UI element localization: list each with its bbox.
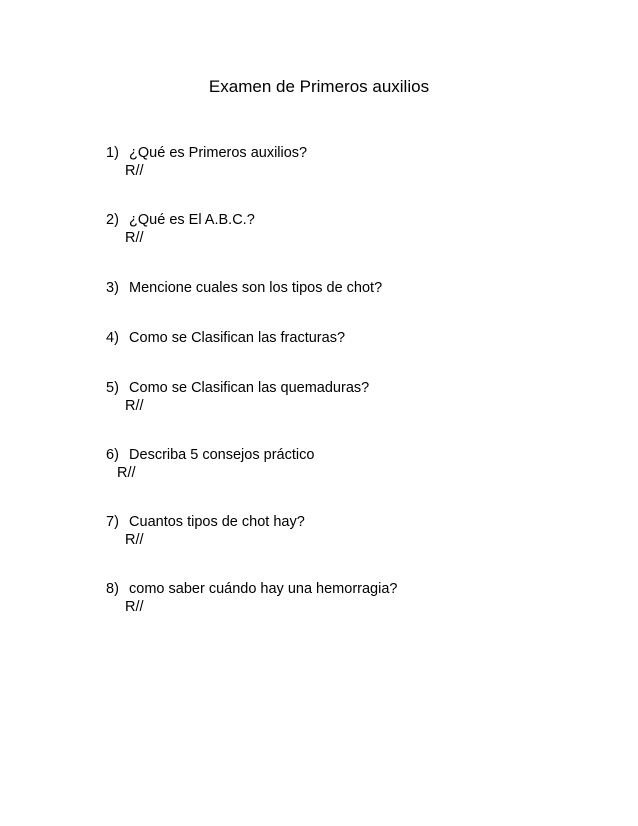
question-number: 6) (106, 447, 119, 463)
question-5 (106, 380, 369, 397)
question-2 (106, 212, 255, 229)
question-number: 4) (106, 330, 119, 346)
question-4 (106, 330, 345, 347)
question-text: Describa 5 consejos práctico (129, 447, 315, 463)
answer-line-7: R// (125, 532, 144, 548)
question-number: 2) (106, 212, 119, 228)
question-text: Mencione cuales son los tipos de chot? (129, 280, 383, 296)
question-number: 5) (106, 380, 119, 396)
answer-line-6: R// (117, 465, 136, 481)
question-number: 8) (106, 581, 119, 597)
question-number: 1) (106, 145, 119, 161)
question-1 (106, 145, 307, 162)
question-text: como saber cuándo hay una hemorragia? (129, 581, 398, 597)
question-text: ¿Qué es El A.B.C.? (129, 212, 255, 228)
question-text: Como se Clasifican las quemaduras? (129, 380, 370, 396)
question-text: Cuantos tipos de chot hay? (129, 514, 305, 530)
answer-line-1: R// (125, 163, 144, 179)
question-6 (106, 447, 314, 464)
question-8 (106, 581, 397, 598)
question-number: 7) (106, 514, 119, 530)
question-text: ¿Qué es Primeros auxilios? (129, 145, 308, 161)
question-text: Como se Clasifican las fracturas? (129, 330, 346, 346)
answer-line-5: R// (125, 398, 144, 414)
answer-line-8: R// (125, 599, 144, 615)
question-number: 3) (106, 280, 119, 296)
question-7 (106, 514, 305, 531)
answer-line-2: R// (125, 230, 144, 246)
document-title: Examen de Primeros auxilios (208, 77, 430, 96)
question-3 (106, 280, 382, 297)
